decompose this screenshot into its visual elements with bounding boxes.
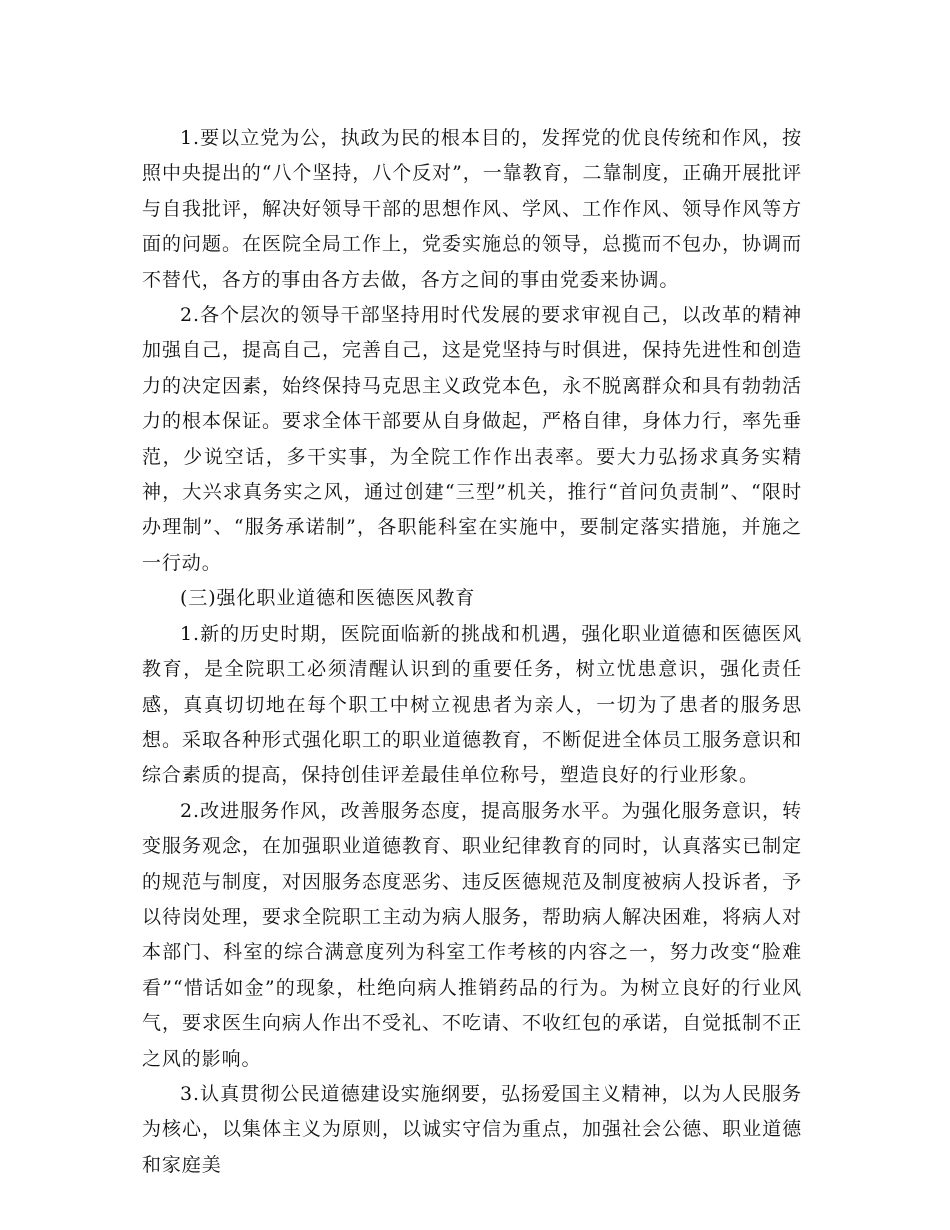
section-heading: (三)强化职业道德和医德医风教育 [180,587,476,610]
paragraph-3: 1.新的历史时期，医院面临新的挑战和机遇，强化职业道德和医德医风教育，是全院职工必须清醒认识到的重要任务，树立忧患意识，强化责任感，真真切切地在每个职工中树立视患者为亲人，一切为了患者的服务思想。采取各种形式强化职工的职业道德教育，不断促进全体员工服务意识和综合素质的提高，保持创佳评差最佳单位称号，塑造良好的行业形象。 [142,622,802,787]
paragraph-5: 3.认真贯彻公民道德建设实施纲要，弘扬爱国主义精神，以为人民服务为核心，以集体主义为原则，以诚实守信为重点，加强社会公德、职业道德和家庭美 [142,1082,802,1176]
paragraph-4: 2.改进服务作风，改善服务态度，提高服务水平。为强化服务意识，转变服务观念，在加强职业道德教育、职业纪律教育的同时，认真落实已制定的规范与制度，对因服务态度恶劣、违反医德规范及制度被病人投诉者，予以待岗处理，要求全院职工主动为病人服务，帮助病人解决困难，将病人对本部门、科室的综合满意度列为科室工作考核的内容之一，努力改变“脸难看”“惜话如金”的现象，杜绝向病人推销药品的行为。为树立良好的行业风气，要求医生向病人作出不受礼、不吃请、不收红包的承诺，自觉抵制不正之风的影响。 [142,799,802,1070]
paragraph-1: 1.要以立党为公，执政为民的根本目的，发挥党的优良传统和作风，按照中央提出的“八个坚持，八个反对”，一靠教育，二靠制度，正确开展批评与自我批评，解决好领导干部的思想作风、学风、工作作风、领导作风等方面的问题。在医院全局工作上，党委实施总的领导，总揽而不包办，协调而不替代，各方的事由各方去做，各方之间的事由党委来协调。 [142,127,802,291]
document-body [142,121,802,1183]
paragraph-2: 2.各个层次的领导干部坚持用时代发展的要求审视自己，以改革的精神加强自己，提高自己，完善自己，这是党坚持与时俱进，保持先进性和创造力的决定因素，始终保持马克思主义政党本色，永不脱离群众和具有勃勃活力的根本保证。要求全体干部要从自身做起，严格自律，身体力行，率先垂范，少说空话，多干实事，为全院工作作出表率。要大力弘扬求真务实精神，大兴求真务实之风，通过创建“三型”机关，推行“首问负责制”、“限时办理制”、“服务承诺制”，各职能科室在实施中，要制定落实措施，并施之一行动。 [142,304,802,574]
